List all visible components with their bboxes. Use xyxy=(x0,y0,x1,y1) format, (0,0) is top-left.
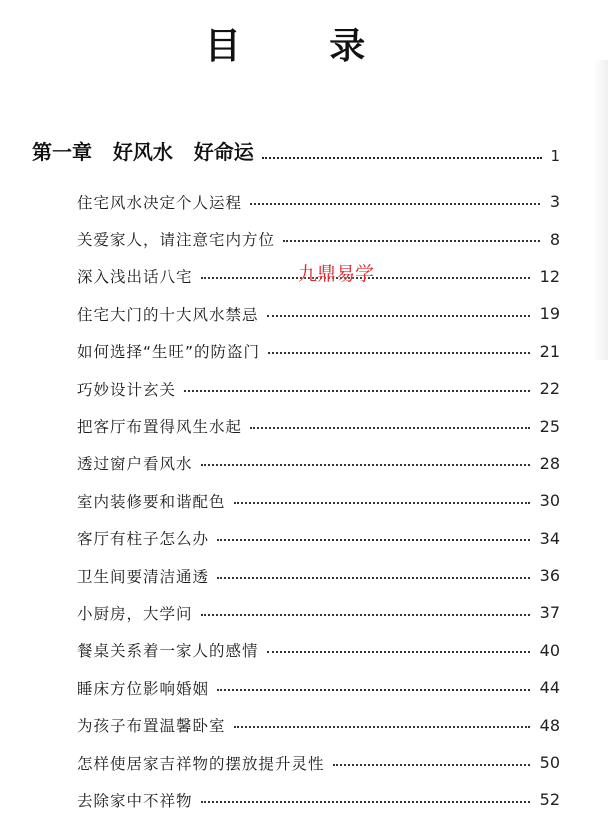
toc-entry-title: 住宅风水决定个人运程 xyxy=(77,193,243,212)
dot-leader xyxy=(217,577,530,579)
toc-entry[interactable] xyxy=(77,295,560,332)
toc-entry-title: 小厨房，大学问 xyxy=(77,604,193,623)
dot-leader xyxy=(262,157,543,159)
toc-entry[interactable] xyxy=(77,520,560,557)
toc-entry-page-number: 19 xyxy=(539,304,560,324)
toc-entry-page-number: 25 xyxy=(539,416,560,436)
watermark-text: 九鼎易学 xyxy=(298,263,375,285)
toc-chapter-row[interactable] xyxy=(32,137,560,165)
dot-leader xyxy=(250,427,530,429)
toc-entry[interactable] xyxy=(77,407,560,444)
toc-entry-title: 室内装修要和谐配色 xyxy=(77,492,226,511)
toc-entry-title: 客厅有柱子怎么办 xyxy=(77,530,210,549)
toc-entry-title: 去除家中不祥物 xyxy=(77,791,193,810)
toc-entry[interactable] xyxy=(77,183,560,220)
dot-leader xyxy=(201,801,530,803)
toc-entry-page-number: 37 xyxy=(539,603,560,623)
dot-leader xyxy=(333,764,530,766)
dot-leader xyxy=(234,502,530,504)
toc-entry-page-number: 34 xyxy=(539,528,560,548)
chapter-page-number: 1 xyxy=(550,147,560,165)
toc-entry-title: 把客厅布置得风生水起 xyxy=(77,418,243,437)
toc-entry[interactable] xyxy=(77,557,560,594)
toc-entry[interactable] xyxy=(77,669,560,706)
dot-leader xyxy=(250,203,540,205)
toc-entry-title: 深入浅出话八宅 xyxy=(77,268,193,287)
toc-entry-title: 关爱家人，请注意宅内方位 xyxy=(77,231,276,250)
toc-entry-page-number: 44 xyxy=(539,678,560,698)
dot-leader xyxy=(217,689,530,691)
dot-leader xyxy=(283,240,540,242)
toc-entry-page-number: 40 xyxy=(539,640,560,660)
toc-entry[interactable] xyxy=(77,632,560,669)
toc-entry-page-number: 21 xyxy=(539,341,560,361)
toc-entry-page-number: 30 xyxy=(539,491,560,511)
toc-entry-title: 透过窗户看风水 xyxy=(77,455,193,474)
dot-leader xyxy=(201,614,530,616)
dot-leader xyxy=(217,539,530,541)
toc-entry-title: 怎样使居家吉祥物的摆放提升灵性 xyxy=(77,754,325,773)
chapter-title: 第一章 好风水 好命运 xyxy=(32,140,254,164)
toc-entry-page-number: 50 xyxy=(539,753,560,773)
dot-leader xyxy=(201,464,530,466)
toc-entry[interactable] xyxy=(77,781,560,818)
toc-entry[interactable] xyxy=(77,333,560,370)
toc-entry-title: 餐桌关系着一家人的感情 xyxy=(77,642,259,661)
toc-entry-title: 卫生间要清洁通透 xyxy=(77,567,210,586)
toc-entry-page-number: 28 xyxy=(539,453,560,473)
toc-entry[interactable] xyxy=(77,220,560,257)
toc-entry-page-number: 8 xyxy=(549,229,560,249)
toc-entry-title: 如何选择“生旺”的防盗门 xyxy=(77,343,261,362)
toc-entry-title: 睡床方位影响婚姻 xyxy=(77,679,210,698)
toc-entry-page-number: 52 xyxy=(539,790,560,810)
dot-leader xyxy=(234,726,530,728)
toc-entry-title: 巧妙设计玄关 xyxy=(77,380,177,399)
dot-leader xyxy=(267,651,530,653)
dot-leader xyxy=(267,315,530,317)
dot-leader xyxy=(184,390,530,392)
toc-entry-page-number: 48 xyxy=(539,715,560,735)
toc-entry[interactable] xyxy=(77,594,560,631)
toc-entry[interactable] xyxy=(77,706,560,743)
page-edge-shadow xyxy=(594,60,608,360)
toc-entry-page-number: 22 xyxy=(539,379,560,399)
toc-entry[interactable] xyxy=(77,744,560,781)
toc-entry[interactable] xyxy=(77,482,560,519)
toc-entry-title: 为孩子布置温馨卧室 xyxy=(77,717,226,736)
toc-entry-page-number: 12 xyxy=(539,266,560,286)
page-title: 目 录 xyxy=(204,26,404,67)
toc-entry-page-number: 36 xyxy=(539,566,560,586)
toc-entry[interactable] xyxy=(77,370,560,407)
dot-leader xyxy=(268,352,530,354)
toc-entry[interactable] xyxy=(77,445,560,482)
toc-entry-title: 住宅大门的十大风水禁忌 xyxy=(77,305,259,324)
toc-entry-page-number: 3 xyxy=(549,192,560,212)
